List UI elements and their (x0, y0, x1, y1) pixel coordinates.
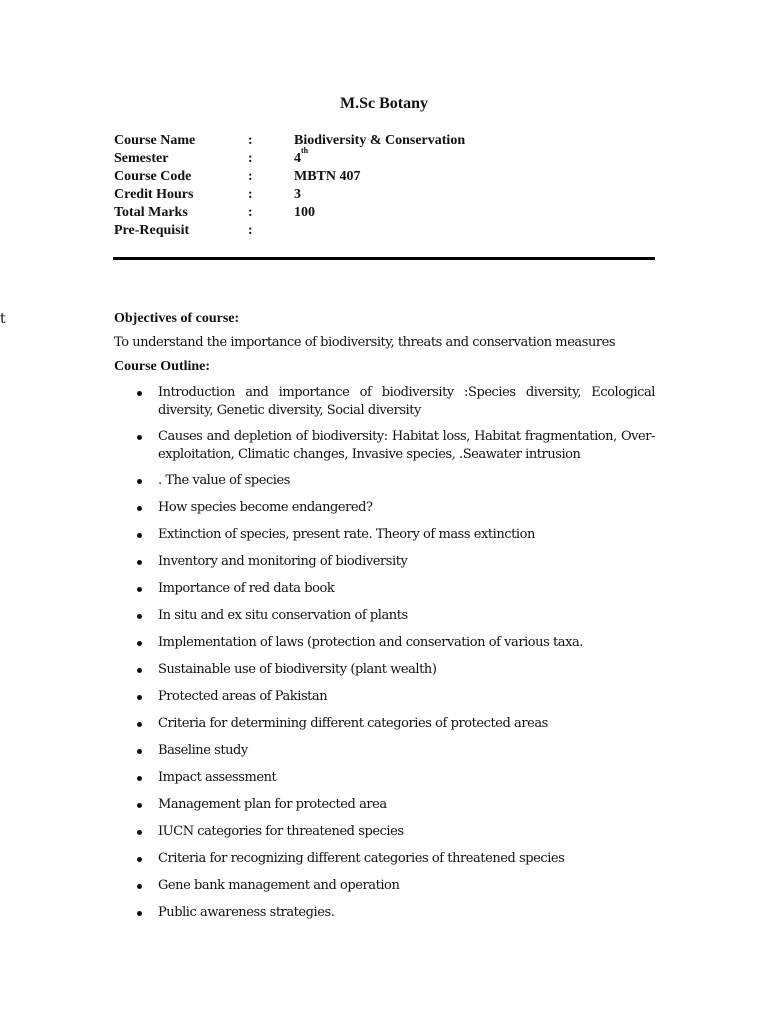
course-code-colon: : (248, 169, 253, 184)
total-marks-label: Total Marks (114, 205, 188, 220)
course-name-colon: : (248, 133, 253, 148)
course-info-table (114, 132, 674, 240)
credit-hours-value (294, 186, 301, 204)
list-item (134, 688, 655, 706)
list-item (134, 428, 655, 464)
list-item (134, 850, 655, 868)
credit-hours-label: Credit Hours (114, 187, 194, 202)
credit-hours-text: 3 (294, 187, 301, 202)
list-item-text: Gene bank management and operation (158, 878, 400, 893)
bullet-icon (134, 384, 144, 402)
horizontal-divider (113, 257, 655, 260)
bullet-icon (134, 688, 144, 706)
prerequisite-row (114, 222, 674, 240)
bullet-icon (134, 634, 144, 652)
bullet-icon (134, 472, 144, 490)
list-item-text: Importance of red data book (158, 581, 335, 596)
list-item-text: Baseline study (158, 743, 248, 758)
total-marks-row (114, 204, 674, 222)
list-item (134, 796, 655, 814)
list-item-text: Sustainable use of biodiversity (plant wealth) (158, 662, 437, 677)
list-item-text: Criteria for recognizing different categories of threatened species (158, 851, 565, 866)
course-outline-heading: Course Outline: (114, 359, 211, 374)
list-item-text: Criteria for determining different categories of protected areas (158, 716, 548, 731)
list-item (134, 499, 655, 517)
list-item (134, 634, 655, 652)
page-title: M.Sc Botany (340, 95, 428, 112)
list-item-text: Extinction of species, present rate. Theory of mass extinction (158, 527, 535, 542)
list-item (134, 580, 655, 598)
course-code-value (294, 168, 361, 186)
bullet-icon (134, 742, 144, 760)
credit-hours-row (114, 186, 674, 204)
semester-row (114, 146, 674, 168)
course-code-row (114, 168, 674, 186)
course-name-value (294, 132, 465, 150)
list-item (134, 877, 655, 895)
course-name-label: Course Name (114, 133, 196, 148)
total-marks-colon: : (248, 205, 253, 220)
list-item-text: . The value of species (158, 473, 290, 488)
course-name-row (114, 132, 674, 150)
list-item (134, 904, 655, 922)
list-item (134, 526, 655, 544)
bullet-icon (134, 661, 144, 679)
list-item (134, 715, 655, 733)
course-code-label: Course Code (114, 169, 192, 184)
list-item (134, 661, 655, 679)
bullet-icon (134, 796, 144, 814)
course-outline-list (134, 384, 655, 931)
list-item-text: Inventory and monitoring of biodiversity (158, 554, 408, 569)
bullet-icon (134, 607, 144, 625)
bullet-icon (134, 580, 144, 598)
bullet-icon (134, 823, 144, 841)
list-item-text: Implementation of laws (protection and conservation of various taxa. (158, 635, 583, 650)
bullet-icon (134, 499, 144, 517)
course-code-text: MBTN 407 (294, 169, 361, 184)
semester-label: Semester (114, 151, 169, 166)
total-marks-value (294, 204, 315, 222)
total-marks-text: 100 (294, 205, 315, 220)
semester-value (294, 146, 309, 168)
course-name-text: Biodiversity & Conservation (294, 133, 466, 148)
list-item-text: Impact assessment (158, 770, 277, 785)
list-item-text: In situ and ex situ conservation of plants (158, 608, 408, 623)
list-item-text: Introduction and importance of biodiversity :Species diversity, Ecological diversity, Genetic diversity, Social diversity (158, 385, 655, 418)
list-item-text: IUCN categories for threatened species (158, 824, 404, 839)
list-item (134, 553, 655, 571)
objectives-text: To understand the importance of biodiversity, threats and conservation measures (114, 335, 616, 350)
bullet-icon (134, 850, 144, 868)
stray-character: t (0, 311, 6, 327)
list-item (134, 384, 655, 420)
credit-hours-colon: : (248, 187, 253, 202)
list-item (134, 472, 655, 490)
bullet-icon (134, 769, 144, 787)
objectives-heading: Objectives of course: (114, 311, 240, 326)
semester-number: 4 (294, 151, 301, 166)
bullet-icon (134, 553, 144, 571)
bullet-icon (134, 715, 144, 733)
list-item (134, 742, 655, 760)
semester-colon: : (248, 151, 253, 166)
list-item-text: How species become endangered? (158, 500, 373, 515)
bullet-icon (134, 877, 144, 895)
bullet-icon (134, 904, 144, 922)
bullet-icon (134, 526, 144, 544)
list-item (134, 769, 655, 787)
list-item-text: Causes and depletion of biodiversity: Habitat loss, Habitat fragmentation, Over-exploitation, Climatic changes, Invasive species, .Seawater intrusion (158, 429, 655, 462)
semester-ordinal-suffix: th (301, 146, 309, 156)
list-item-text: Management plan for protected area (158, 797, 387, 812)
list-item-text: Protected areas of Pakistan (158, 689, 328, 704)
bullet-icon (134, 428, 144, 446)
list-item (134, 823, 655, 841)
list-item (134, 607, 655, 625)
prerequisite-colon: : (248, 223, 253, 238)
prerequisite-label: Pre-Requisit (114, 223, 190, 238)
list-item-text: Public awareness strategies. (158, 905, 335, 920)
